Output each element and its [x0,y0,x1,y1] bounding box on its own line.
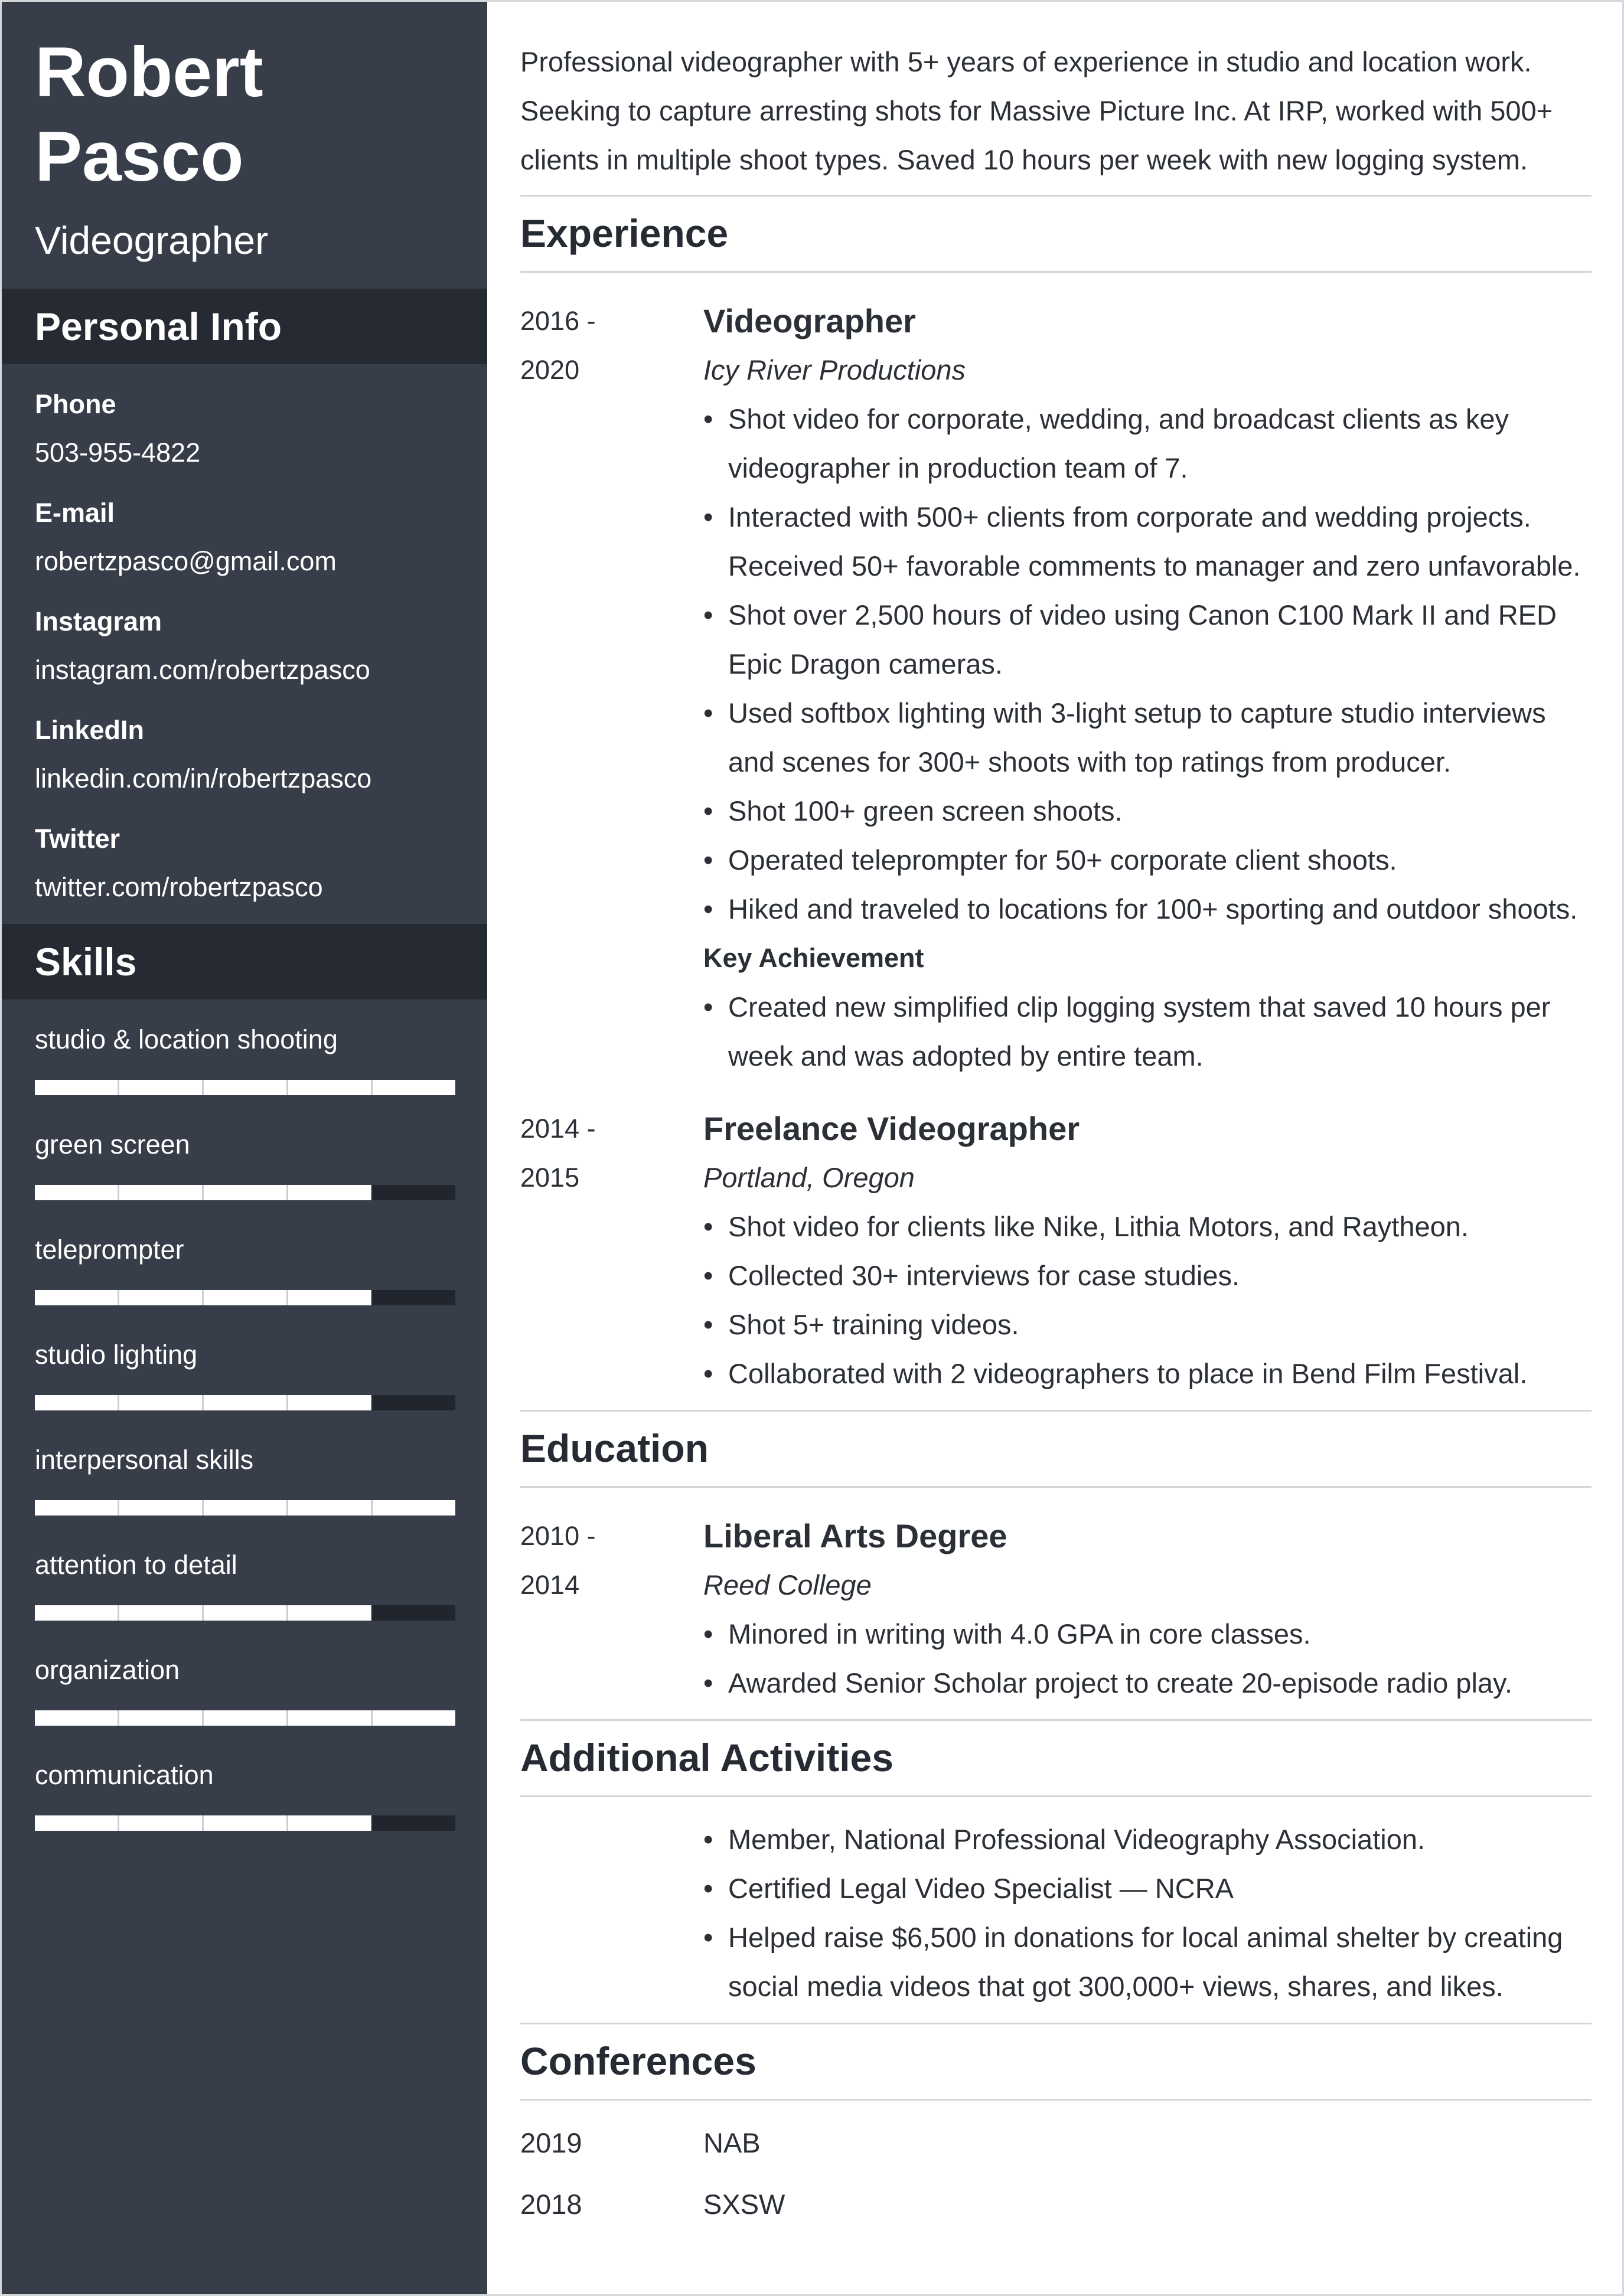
conferences-heading: Conferences [520,2023,1592,2101]
bullet-list [703,1815,1592,2011]
skills-heading: Skills [2,924,487,1000]
info-label: E-mail [35,498,115,528]
skill-name: teleprompter [35,1234,184,1265]
info-label: LinkedIn [35,715,145,745]
bullet-list [703,394,1592,933]
entry-date [520,1104,703,1398]
skill-level-bar [35,1815,455,1831]
info-label: Instagram [35,606,162,636]
bullet-item: • Certified Legal Video Specialist — NCRA [703,1864,1592,1913]
skill-name: organization [35,1655,180,1685]
bullet-item: • Awarded Senior Scholar project to create 20-episode radio play. [703,1658,1592,1707]
key-achievement-list [703,982,1592,1080]
bullet-item: • Shot video for corporate, wedding, and broadcast clients as key videographer in production team of 7. [703,394,1592,492]
skill-level-bar [35,1080,455,1095]
skill-name: green screen [35,1129,190,1160]
bullet-item: • Used softbox lighting with 3-light setup to capture studio interviews and scenes for 300+ shoots with top ratings from producer. [703,688,1592,786]
skill-level-bar [35,1500,455,1516]
skill-level-bar [35,1605,455,1621]
date-start: 2014 - [520,1113,596,1144]
bullet-item: • Shot 5+ training videos. [703,1300,1592,1349]
info-label: Twitter [35,824,120,854]
entry-company: Icy River Productions [703,354,966,386]
bullet-item: • Member, National Professional Videography Association. [703,1815,1592,1864]
info-item-email [35,497,454,578]
bullet-item: • Helped raise $6,500 in donations for local animal shelter by creating social media videos that got 300,000+ views, shares, and likes. [703,1913,1592,2011]
entry-date [520,1511,703,1707]
skill-level-bar [35,1185,455,1200]
skill-item [35,1759,454,1831]
instagram-link[interactable]: instagram.com/robertzpasco [35,655,370,685]
main-content [487,2,1622,2294]
skill-item [35,1023,454,1095]
skill-name: interpersonal skills [35,1445,254,1475]
conference-row [520,2174,1592,2235]
bullet-item: • Operated teleprompter for 50+ corporate client shoots. [703,835,1592,884]
conference-name: NAB [703,2127,761,2158]
entry-date [520,296,703,1080]
skill-level-bar [35,1290,455,1305]
conferences-list [520,2112,1592,2235]
entry-location: Portland, Oregon [703,1162,915,1193]
skill-name: studio lighting [35,1340,198,1370]
date-start: 2010 - [520,1521,596,1551]
info-item-instagram [35,605,454,687]
summary: Professional videographer with 5+ years of experience in studio and location work. Seeking to capture arresting shots for Massive Picture Inc. At IRP, worked with 500+ clients in multiple shoot types. Saved 10 hours per week with new logging system. [520,37,1592,197]
skill-name: attention to detail [35,1550,237,1580]
date-end: 2014 [520,1570,580,1600]
date-end: 2020 [520,355,580,385]
conference-name: SXSW [703,2189,785,2220]
entry-school: Reed College [703,1569,872,1601]
skill-item [35,1128,454,1200]
entry-body [703,1815,1592,2011]
skills-list [2,1000,487,1831]
entry-date-empty [520,1815,703,2011]
last-name: Pasco [35,117,244,196]
skill-item [35,1233,454,1305]
personal-info-list [2,364,487,924]
entry-body [703,296,1592,1080]
bullet-item: • Shot 100+ green screen shoots. [703,786,1592,835]
entry-body [703,1511,1592,1707]
twitter-link[interactable]: twitter.com/robertzpasco [35,872,323,902]
info-item-twitter [35,822,454,904]
linkedin-link[interactable]: linkedin.com/in/robertzpasco [35,763,372,793]
bullet-item: • Hiked and traveled to locations for 100+ sporting and outdoor shoots. [703,884,1592,933]
conference-year: 2018 [520,2189,582,2220]
skill-level-bar [35,1395,455,1410]
conference-year: 2019 [520,2127,582,2158]
bullet-item: • Minored in writing with 4.0 GPA in core classes. [703,1609,1592,1658]
sidebar-header [2,2,487,289]
entry-title: Liberal Arts Degree [703,1517,1007,1554]
date-end: 2015 [520,1162,580,1193]
info-item-linkedin [35,714,454,795]
bullet-item: • Shot over 2,500 hours of video using Canon C100 Mark II and RED Epic Dragon cameras. [703,590,1592,688]
skill-item [35,1443,454,1516]
activities-entry [520,1815,1592,2023]
info-label: Phone [35,389,116,419]
skill-name: studio & location shooting [35,1024,338,1054]
education-heading: Education [520,1410,1592,1488]
bullet-item: • Collected 30+ interviews for case studies. [703,1251,1592,1300]
skill-item [35,1654,454,1726]
job-title: Videographer [35,218,269,262]
bullet-item: • Interacted with 500+ clients from corporate and wedding projects. Received 50+ favorable comments to manager and zero unfavorable. [703,492,1592,590]
date-start: 2016 - [520,306,596,336]
conference-row [520,2112,1592,2174]
bullet-item: • Collaborated with 2 videographers to place in Bend Film Festival. [703,1349,1592,1398]
entry-title: Videographer [703,302,916,339]
skill-level-bar [35,1710,455,1726]
entry-body [703,1104,1592,1398]
skill-item [35,1338,454,1410]
email-value[interactable]: robertzpasco@gmail.com [35,546,337,576]
info-item-phone [35,388,454,469]
bullet-item: • Shot video for clients like Nike, Lithia Motors, and Raytheon. [703,1202,1592,1251]
full-name [35,30,454,199]
phone-value[interactable]: 503-955-4822 [35,437,201,468]
experience-entry [520,296,1592,1080]
personal-info-heading: Personal Info [2,289,487,364]
bullet-list [703,1202,1592,1398]
experience-entry [520,1104,1592,1410]
experience-heading: Experience [520,197,1592,273]
education-entry [520,1511,1592,1719]
skill-name: communication [35,1760,214,1790]
first-name: Robert [35,32,263,112]
bullet-item: • Created new simplified clip logging system that saved 10 hours per week and was adopted by entire team. [703,982,1592,1080]
sidebar [2,2,487,2294]
entry-title: Freelance Videographer [703,1110,1080,1147]
skill-item [35,1549,454,1621]
key-achievement-label: Key Achievement [703,943,924,973]
bullet-list [703,1609,1592,1707]
activities-heading: Additional Activities [520,1719,1592,1797]
